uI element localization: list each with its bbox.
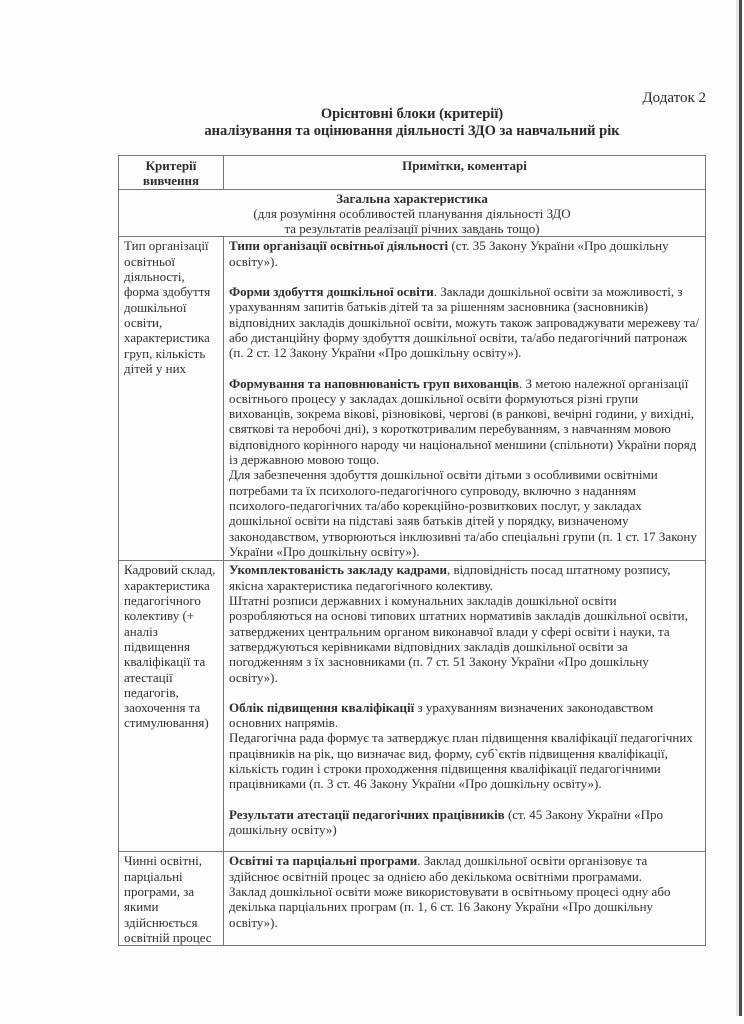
table-row [119, 561, 706, 852]
scan-edge-line [739, 0, 742, 1016]
note-paragraph [229, 853, 700, 884]
note-heading: Формування та наповнюваність груп вихованців [229, 375, 519, 391]
criterion-cell: Чинні освітні, парціальні програми, за якими здійснюється освітній процес [119, 852, 224, 946]
note-heading: Освітні та парціальні програми [229, 853, 418, 869]
section-subtitle-1: (для розуміння особливостей планування діяльності ЗДО [253, 205, 571, 221]
note-paragraph [229, 593, 700, 685]
table-row [119, 852, 706, 946]
note-heading: Облік підвищення кваліфікації [229, 699, 415, 715]
note-text: . З метою належної організації освітнього процесу у закладах дошкільної освіти формуються різні групи вихованців, зокрема вікові, різновікові, чергові (в ранкові, вечірні години, у вихідні, святкові та неробочі дні), з короткотривалим перебуванням, з навчанням мовою відповідного корінного народу чи національної меншини (спільноти) України поряд із державною мовою тощо. [229, 375, 697, 468]
table-header-row [119, 156, 706, 190]
title-line-1: Орієнтовні блоки (критерії) [320, 106, 504, 122]
note-paragraph [229, 284, 700, 360]
note-paragraph [229, 562, 700, 593]
section-header-cell [119, 189, 706, 237]
section-header-row [119, 189, 706, 237]
notes-cell [224, 561, 706, 852]
header-notes: Примітки, коментарі [224, 156, 706, 190]
note-text: Педагогічна рада формує та затверджує план підвищення кваліфікації педагогічних працівників на рік, що визначає вид, форму, суб`єктів підвищення кваліфікації, кількість годин і строки проходження підвищення кваліфікації педагогічними працівниками (п. 3 ст. 46 Закону України «Про дошкільну освіту»). [229, 730, 693, 792]
note-text: Штатні розписи державних і комунальних закладів дошкільної освіти розробляються на основі типових штатних нормативів закладів дошкільної освіти, затверджених центральним органом виконавчої влади у сфері освіти і науки, та затверджуються керівниками відповідних закладів дошкільної освіти за погодженням з їх засновниками (п. 7 ст. 51 Закону України «Про дошкільну освіту»). [229, 593, 688, 685]
note-text: Для забезпечення здобуття дошкільної освіти дітьми з особливими освітніми потребами та їх психолого-педагогічного супроводу, включно з наданням психолого-педагогічних та/або корекційно-розвиткових послуг, у закладах дошкільної освіти на підставі заяв батьків дітей у порядку, визначеному законодавством, утворюються інклюзивні та/або спеціальні групи (п. 1 ст. 17 Закону України «Про дошкільну освіту»). [229, 467, 697, 559]
criterion-cell: Тип організації освітньої діяльності, форма здобуття дошкільної освіти, характеристика груп, кількість дітей у них [119, 237, 224, 561]
note-paragraph [229, 376, 700, 468]
note-text: (ст. 35 Закону України «Про дошкільну освіту»). [229, 238, 669, 269]
title-line-2: аналізування та оцінювання діяльності ЗДО за навчальний рік [204, 123, 620, 139]
note-paragraph [229, 730, 700, 791]
appendix-label: Додаток 2 [642, 90, 706, 106]
notes-cell [224, 237, 706, 561]
notes-cell [224, 852, 706, 946]
note-heading: Результати атестації педагогічних працівників [229, 806, 505, 822]
header-criteria: Критерії вивчення [119, 156, 224, 190]
section-title: Загальна характеристика [336, 190, 488, 206]
note-text: (ст. 45 Закону України «Про дошкільну освіту») [229, 806, 663, 837]
note-text: . Заклади дошкільної освіти за можливості, з урахуванням запитів батьків дітей та за рішенням засновника (засновників) відповідних закладів дошкільної освіти, можуть також запроваджувати мережеву та/або дистанційну форму здобуття дошкільної освіти, та/або педагогічний патронаж (п. 2 ст. 12 Закону України «Про дошкільну освіту»). [229, 284, 699, 361]
note-text: Заклад дошкільної освіти може використовувати в освітньому процесі одну або декілька парціальних програм (п. 1, 6 ст. 16 Закону України «Про дошкільну освіту»). [229, 884, 671, 930]
criterion-cell: Кадровий склад, характеристика педагогічного колективу (+ аналіз підвищення кваліфікації та атестації педагогів, заохочення та стимулювання) [119, 561, 224, 852]
table-row [119, 237, 706, 561]
note-paragraph [229, 807, 700, 838]
note-paragraph [229, 700, 700, 731]
section-subtitle-2: та результатів реалізації річних завдань тощо) [284, 221, 540, 237]
note-heading: Укомплектованість закладу кадрами [229, 562, 448, 578]
note-text: , відповідність посад штатному розпису, якісна характеристика педагогічного колективу. [229, 562, 671, 593]
note-paragraph [229, 884, 700, 930]
note-heading: Форми здобуття дошкільної освіти [229, 284, 434, 300]
note-paragraph [229, 467, 700, 559]
note-heading: Типи організації освітньої діяльності [229, 238, 449, 254]
note-paragraph [229, 238, 700, 269]
document-title [110, 106, 714, 140]
note-text: . Заклад дошкільної освіти організовує та здійснює освітній процес за однією або декількома освітніми програмами. [229, 853, 648, 884]
criteria-table [118, 155, 706, 946]
note-text: з урахуванням визначених законодавством основних напрямів. [229, 699, 654, 731]
